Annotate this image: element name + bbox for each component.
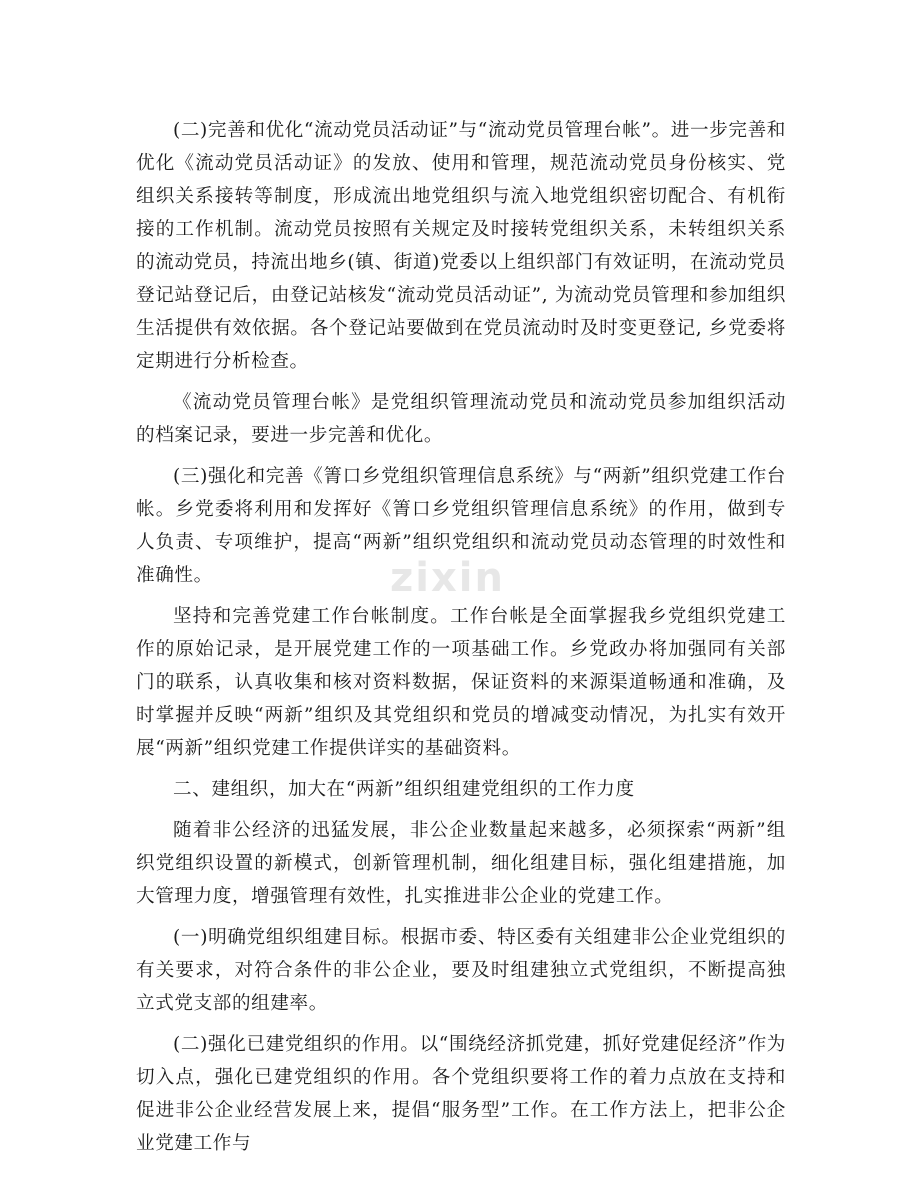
paragraph-1: (二)完善和优化“流动党员活动证”与“流动党员管理台帐”。进一步完善和优化《流动党员活动证》的发放、使用和管理，规范流动党员身份核实、党组织关系接转等制度，形成流出地党组织与流入地党组织密切配合、有机衔接的工作机制。流动党员按照有关规定及时接转党组织关系，未转组织关系的流动党员，持流出地乡(镇、街道)党委以上组织部门有效证明，在流动党员登记站登记后，由登记站核发“流动党员活动证”, 为流动党员管理和参加组织生活提供有效依据。各个登记站要做到在党员流动时及时变更登记, 乡党委将定期进行分析检查。 xyxy=(136,120,786,372)
paragraph-2: 《流动党员管理台帐》是党组织管理流动党员和流动党员参加组织活动的档案记录，要进一步完善和优化。 xyxy=(136,392,786,446)
paragraph-6: (一)明确党组织组建目标。根据市委、特区委有关组建非公企业党组织的有关要求，对符合条件的非公企业，要及时组建独立式党组织，不断提高独立式党支部的组建率。 xyxy=(136,927,786,1014)
section-heading: 二、建组织，加大在“两新”组织组建党组织的工作力度 xyxy=(173,779,635,800)
watermark: zixin xyxy=(390,555,505,601)
paragraph-5: 随着非公经济的迅猛发展，非公企业数量起来越多，必须探索“两新”组织党组织设置的新模式，创新管理机制，细化组建目标，强化组建措施，加大管理力度，增强管理有效性，扎实推进非公企业的党建工作。 xyxy=(136,820,786,907)
document-body xyxy=(136,114,786,1168)
paragraph-7: (二)强化已建党组织的作用。以“围绕经济抓党建，抓好党建促经济”作为切入点，强化已建党组织的作用。各个党组织要将工作的着力点放在支持和促进非公企业经营发展上来，提倡“服务型”工作。在工作方法上，把非公企业党建工作与 xyxy=(136,1034,786,1154)
paragraph-4: 坚持和完善党建工作台帐制度。工作台帐是全面掌握我乡党组织党建工作的原始记录，是开展党建工作的一项基础工作。乡党政办将加强同有关部门的联系，认真收集和核对资料数据，保证资料的来源渠道畅通和准确，及时掌握并反映“两新”组织及其党组织和党员的增减变动情况，为扎实有效开展“两新”组织党建工作提供详实的基础资料。 xyxy=(136,606,786,759)
paragraph-3: (三)强化和完善《箐口乡党组织管理信息系统》与“两新”组织党建工作台帐。乡党委将利用和发挥好《箐口乡党组织管理信息系统》的作用，做到专人负责、专项维护，提高“两新”组织党组织和流动党员动态管理的时效性和准确性。 xyxy=(136,466,786,586)
